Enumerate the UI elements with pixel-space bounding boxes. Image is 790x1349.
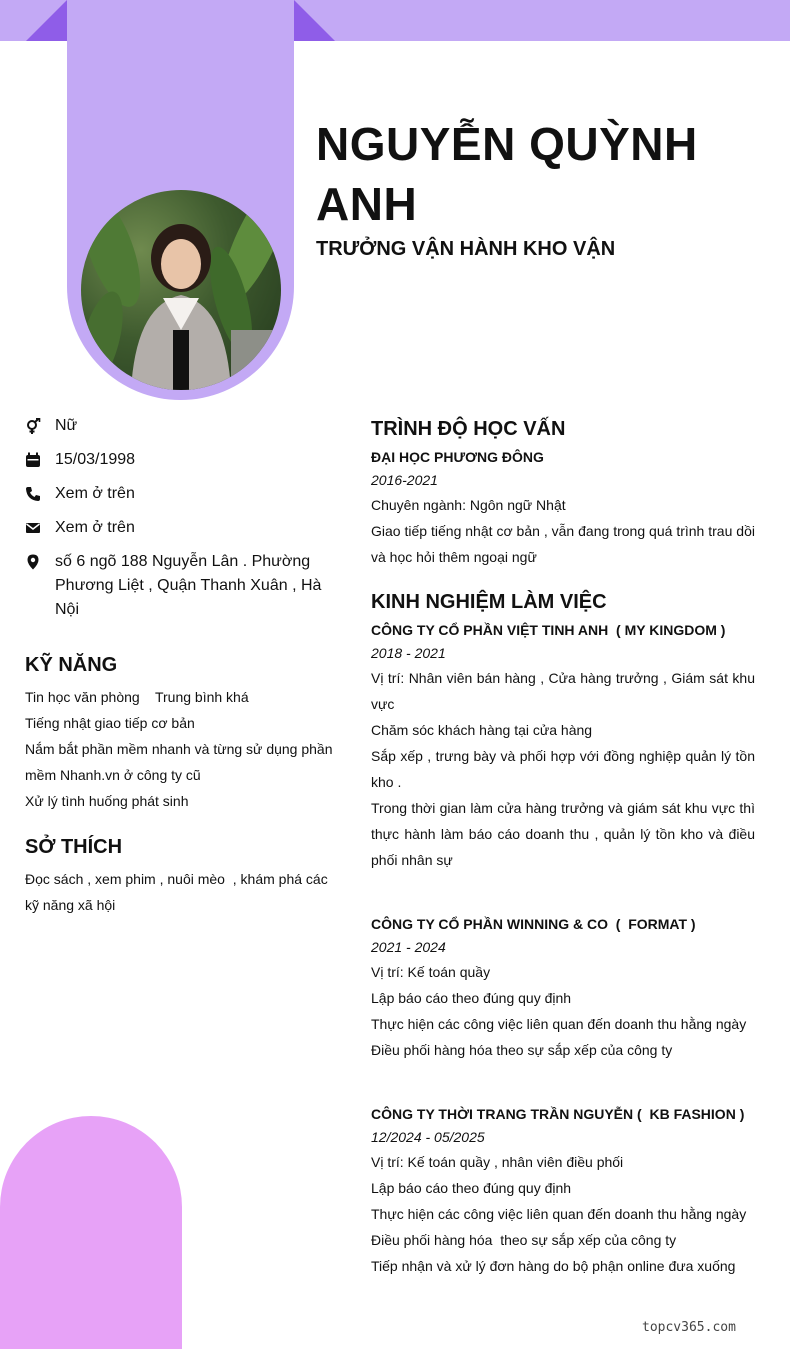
birthday-text: 15/03/1998 [55,451,136,468]
contact-gender [25,414,325,438]
phone-text: Xem ở trên [55,485,135,502]
job-detail: Lập báo cáo theo đúng quy định [371,990,572,1006]
candidate-name: NGUYỄN QUỲNH ANH [316,118,698,230]
job-title: TRƯỞNG VẬN HÀNH KHO VẬN [316,238,616,260]
decorative-arch [0,1116,182,1349]
skill-item: Nắm bắt phần mềm nhanh và từng sử dụng phần mềm Nhanh.vn ở công ty cũ [25,741,333,783]
contact-list [25,414,325,632]
email-text: Xem ở trên [55,519,135,536]
hobbies-text: Đọc sách , xem phim , nuôi mèo , khám phá các kỹ năng xã hội [25,871,332,913]
address-text: số 6 ngõ 188 Nguyễn Lân . Phường Phương Liệt , Quận Thanh Xuân , Hà Nội [55,553,322,618]
skills-title: KỸ NĂNG [25,654,118,676]
job-entry [371,619,755,873]
job-period: 12/2024 - 05/2025 [371,1129,485,1145]
skill-item: Xử lý tình huống phát sinh [25,793,189,809]
company-name: CÔNG TY THỜI TRANG TRẦN NGUYỄN ( KB FASHION ) [371,1106,745,1122]
job-detail: Trong thời gian làm cửa hàng trưởng và giám sát khu vực thì thực hành làm báo cáo doanh thu , quản lý tồn kho và điều phối nhân sự [371,800,755,868]
job-detail: Lập báo cáo theo đúng quy định [371,1180,572,1196]
experience-section [371,589,755,1279]
school-name: ĐẠI HỌC PHƯƠNG ĐÔNG [371,449,544,465]
education-detail: Giao tiếp tiếng nhật cơ bản , vẫn đang trong quá trình trau dồi và học hỏi thêm ngoại ngữ [371,523,755,565]
company-name: CÔNG TY CỔ PHẦN WINNING & CO ( FORMAT ) [371,916,696,932]
job-period: 2021 - 2024 [371,939,446,955]
education-title: TRÌNH ĐỘ HỌC VẤN [371,418,566,440]
job-detail: Thực hiện các công việc liên quan đến doanh thu hằng ngày [371,1016,747,1032]
job-detail: Vị trí: Kế toán quầy , nhân viên điều phối [371,1154,624,1170]
calendar-icon [25,448,55,472]
contact-email [25,516,325,540]
contact-phone [25,482,325,506]
experience-title: KINH NGHIỆM LÀM VIỆC [371,591,607,613]
contact-birthday [25,448,325,472]
education-detail: Chuyên ngành: Ngôn ngữ Nhật [371,497,566,513]
corner-triangle-right [294,0,335,41]
job-entry [371,913,755,1063]
location-pin-icon [25,550,55,574]
job-detail: Vị trí: Nhân viên bán hàng , Cửa hàng trưởng , Giám sát khu vực [371,670,755,712]
watermark: topcv365.com [642,1320,736,1335]
skills-section [25,652,335,814]
education-period: 2016-2021 [371,472,438,488]
gender-icon [25,414,55,438]
corner-triangle-left [26,0,67,41]
hobbies-section [25,834,335,918]
contact-address [25,550,325,622]
job-period: 2018 - 2021 [371,645,446,661]
job-detail: Thực hiện các công việc liên quan đến doanh thu hằng ngày [371,1206,747,1222]
education-section [371,416,755,570]
job-detail: Vị trí: Kế toán quầy [371,964,491,980]
skill-item: Tiếng nhật giao tiếp cơ bản [25,715,195,731]
job-detail: Sắp xếp , trưng bày và phối hợp với đồng nghiệp quản lý tồn kho . [371,748,755,790]
company-name: CÔNG TY CỔ PHẦN VIỆT TINH ANH ( MY KINGDOM ) [371,622,726,638]
phone-icon [25,482,55,506]
job-detail: Điều phối hàng hóa theo sự sắp xếp của công ty [371,1042,673,1058]
avatar [81,190,281,390]
envelope-icon [25,516,55,540]
skill-item: Tin học văn phòng Trung bình khá [25,689,249,705]
profile-photo-illustration [81,190,281,390]
job-detail: Điều phối hàng hóa theo sự sắp xếp của công ty [371,1232,677,1248]
hobbies-title: SỞ THÍCH [25,836,123,858]
gender-text: Nữ [55,417,78,434]
job-detail: Chăm sóc khách hàng tại cửa hàng [371,722,593,738]
job-entry [371,1103,755,1279]
job-detail: Tiếp nhận và xử lý đơn hàng do bộ phận online đưa xuống [371,1258,736,1274]
